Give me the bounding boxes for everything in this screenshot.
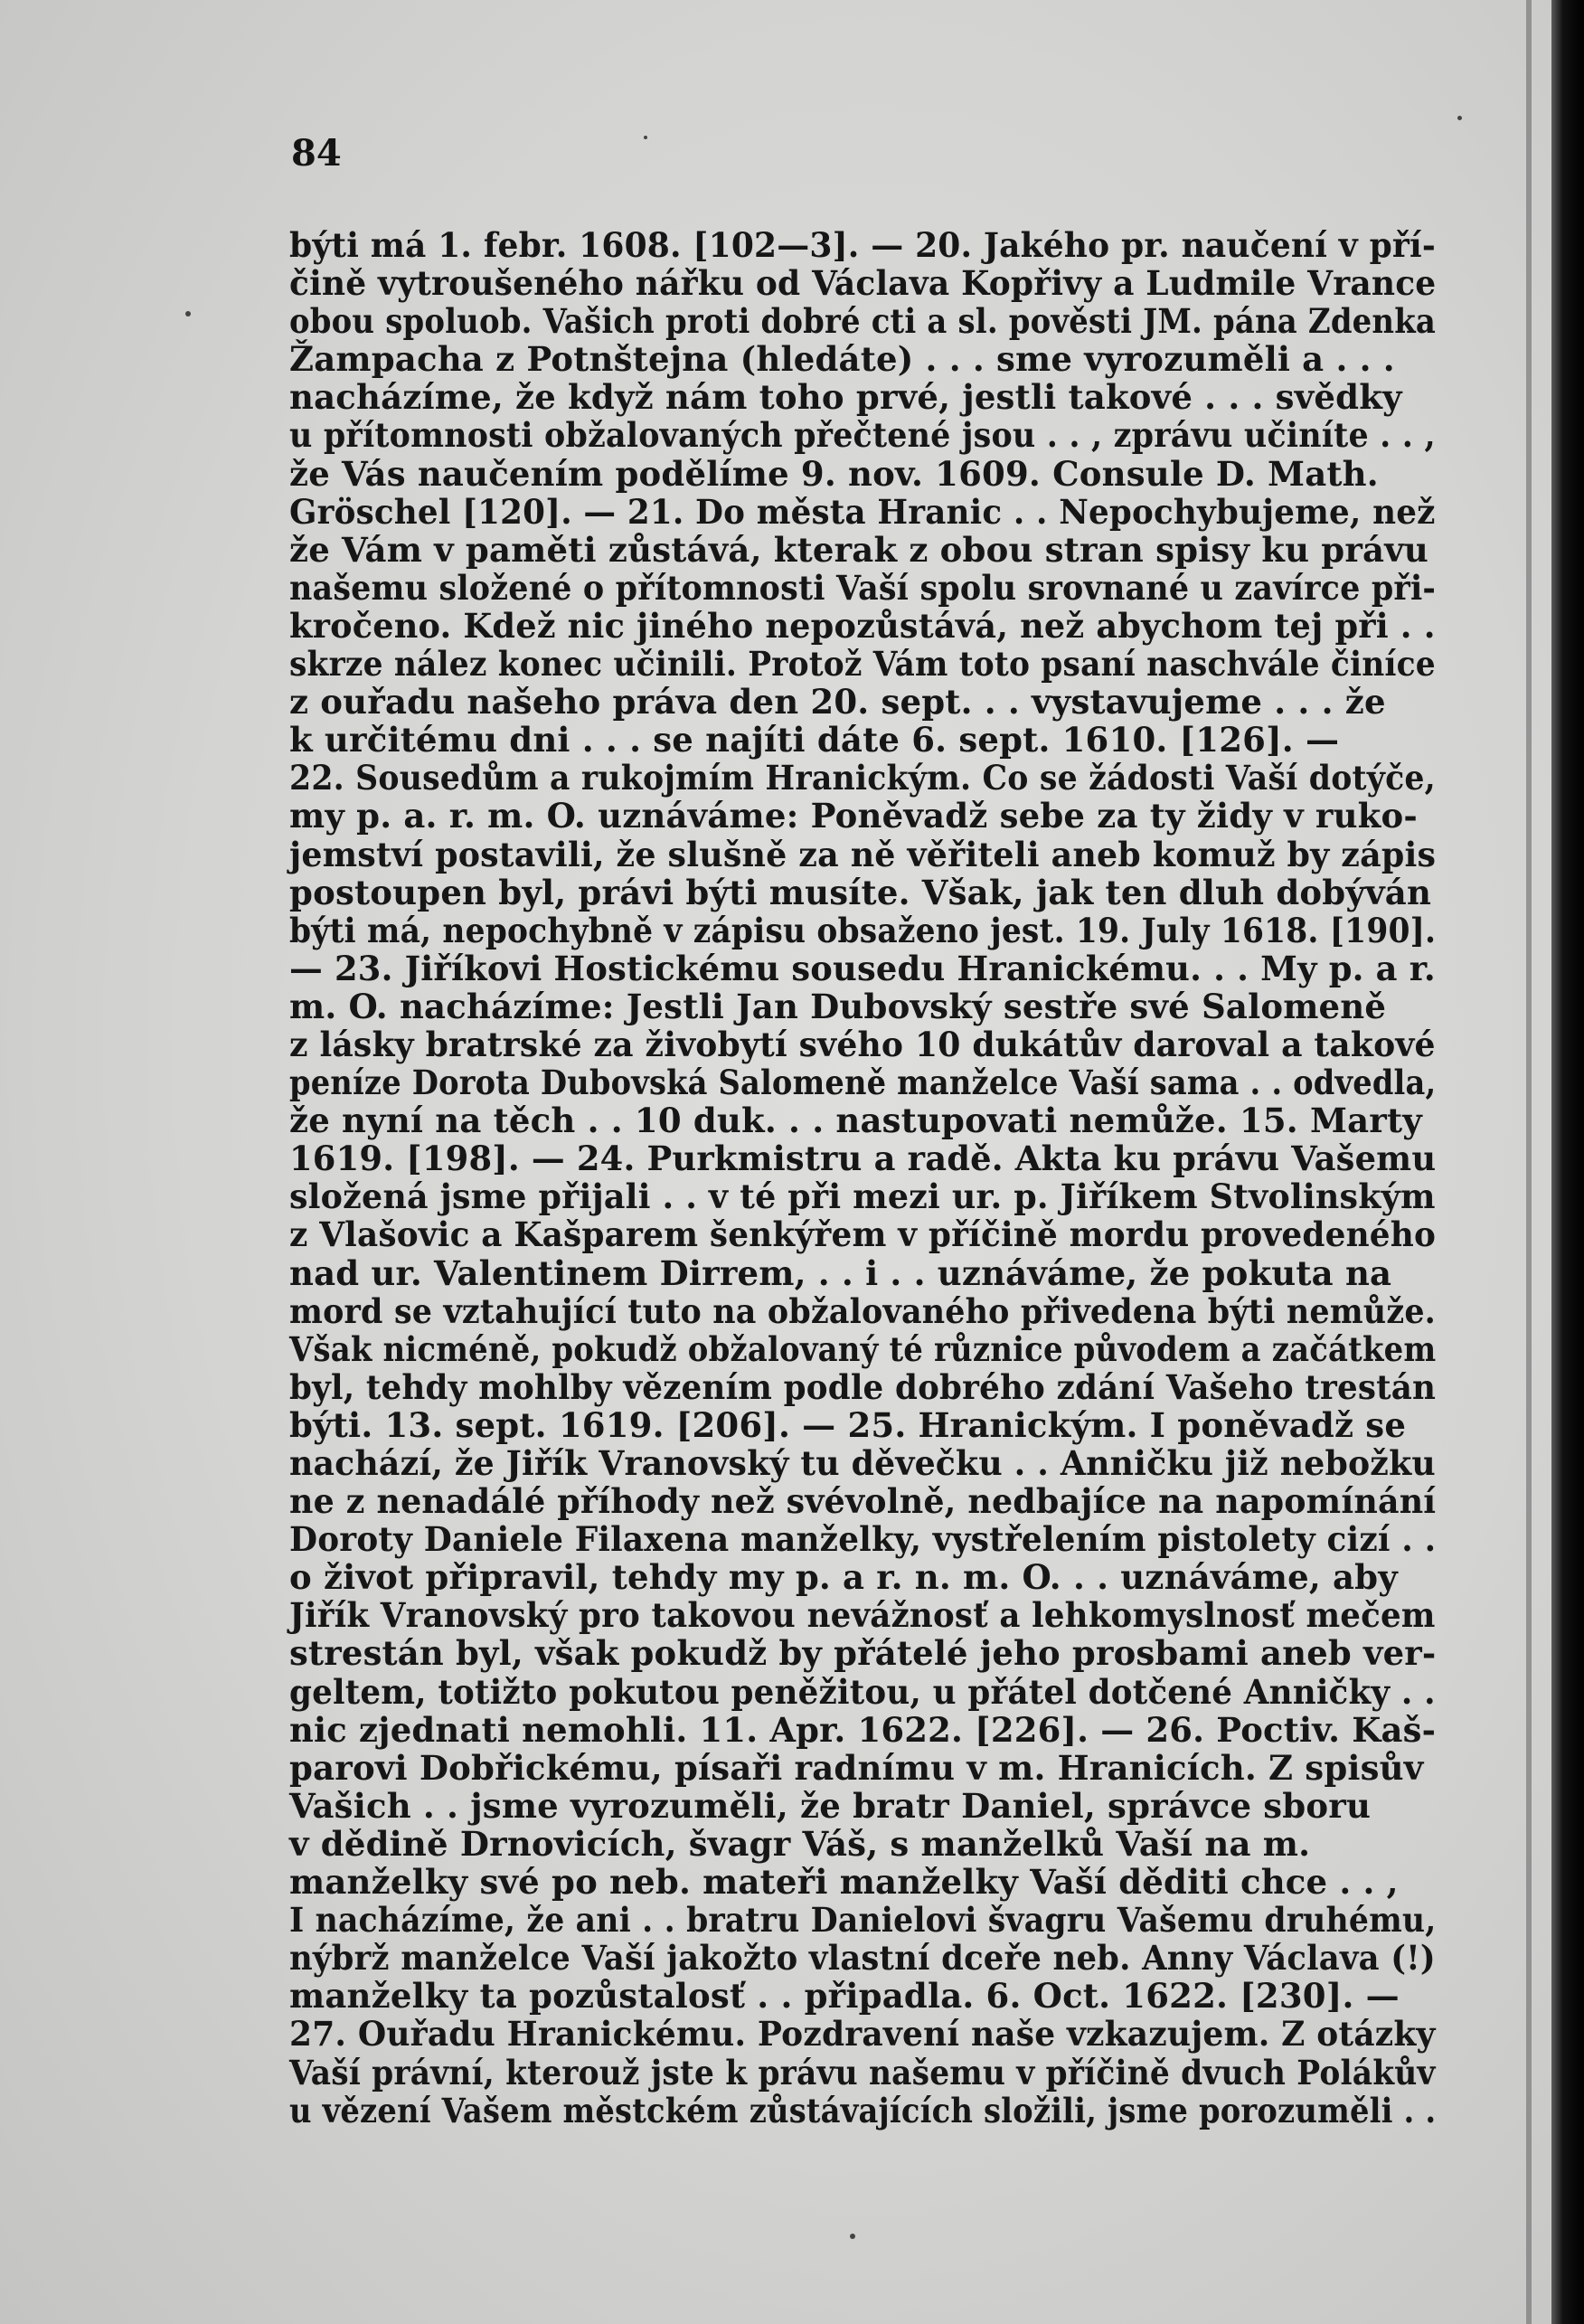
- text-line: manželky své po neb. mateři manželky Vaší děditi chce . . ,: [289, 1862, 1399, 1903]
- text-line: nacházíme, že když nám toho prvé, jestli takové . . . svědky: [289, 377, 1402, 418]
- text-line: nad ur. Valentinem Dirrem, . . i . . uznáváme, že pokuta na: [289, 1252, 1392, 1293]
- text-line: strestán byl, však pokudž by přátelé jeho prosbami aneb ver-: [289, 1633, 1437, 1674]
- book-spine-edge: [1551, 0, 1584, 2324]
- text-line: Vaší právní, kterouž jste k právu našemu v příčině dvuch Polákův: [289, 2052, 1436, 2093]
- text-line: my p. a. r. m. O. uznáváme: Poněvadž sebe za ty židy v ruko-: [289, 796, 1418, 836]
- text-line: byl, tehdy mohlby vězením podle dobrého zdání Vašeho trestán: [289, 1366, 1437, 1407]
- text-line: že Vám v paměti zůstává, kterak z obou stran spisy ku právu: [289, 529, 1428, 570]
- text-line: obou spoluob. Vašich proti dobré cti a sl. pověsti JM. pána Zdenka: [289, 301, 1437, 342]
- text-line: postoupen byl, právi býti musíte. Však, jak ten dluh dobýván: [289, 872, 1432, 912]
- text-line: manželky ta pozůstalosť . . připadla. 6. Oct. 1622. [230]. —: [289, 1976, 1400, 2017]
- text-line: parovi Dobřickému, písaři radnímu v m. Hranicích. Z spisův: [289, 1747, 1424, 1788]
- text-line: m. O. nacházíme: Jestli Jan Dubovský sestře své Salomeně: [289, 986, 1387, 1026]
- text-line: býti má, nepochybně v zápisu obsaženo jest. 19. July 1618. [190].: [289, 910, 1437, 950]
- ink-speck: [185, 311, 191, 316]
- text-line: že Vás naučením podělíme 9. nov. 1609. Consule D. Math.: [289, 453, 1379, 494]
- text-line: z Vlašovic a Kašparem šenkýřem v příčině mordu provedeného: [289, 1214, 1437, 1255]
- text-line: u vězení Vašem městckém zůstávajících složili, jsme porozuměli . .: [289, 2090, 1437, 2130]
- text-line: býti má 1. febr. 1608. [102—3]. — 20. Jakého pr. naučení v pří-: [289, 225, 1437, 265]
- text-line: skrze nález konec učinili. Protož Vám toto psaní naschvále činíce: [289, 644, 1436, 685]
- text-line: Vašich . . jsme vyrozuměli, že bratr Daniel, správce sboru: [289, 1785, 1372, 1826]
- text-line: 22. Sousedům a rukojmím Hranickým. Co se žádosti Vaší dotýče,: [289, 758, 1436, 798]
- text-line: Doroty Daniele Filaxena manželky, vystřelením pistolety cizí . .: [289, 1519, 1437, 1560]
- text-line: Gröschel [120]. — 21. Do města Hranic . . Nepochybujeme, než: [289, 491, 1436, 532]
- ink-speck: [850, 2234, 855, 2239]
- text-line: nýbrž manželce Vaší jakožto vlastní dceře neb. Anny Václava (!): [289, 1938, 1436, 1979]
- text-line: složená jsme přijali . . v té při mezi ur. p. Jiříkem Stvolinským: [289, 1176, 1436, 1217]
- text-line: kročeno. Kdež nic jiného nepozůstává, než abychom tej při . .: [289, 605, 1436, 646]
- text-line: u přítomnosti obžalovaných přečtené jsou . . , zprávu učiníte . . ,: [289, 415, 1436, 456]
- text-line: čině vytroušeného nářku od Václava Kopřivy a Ludmile Vrance: [289, 263, 1437, 304]
- text-line: mord se vztahující tuto na obžalovaného přivedena býti nemůže.: [289, 1290, 1437, 1331]
- text-line: z ouřadu našeho práva den 20. sept. . . vystavujeme . . . že: [289, 682, 1386, 723]
- text-line: našemu složené o přítomnosti Vaší spolu srovnané u zavírce při-: [289, 567, 1437, 608]
- text-line: I nacházíme, že ani . . bratru Danielovi švagru Vašemu druhému,: [289, 1900, 1437, 1941]
- body-text: [289, 226, 1436, 2130]
- page-edge-shadow: [1526, 0, 1532, 2324]
- text-line: 1619. [198]. — 24. Purkmistru a radě. Akta ku právu Vašemu: [289, 1138, 1437, 1179]
- text-line: 27. Ouřadu Hranickému. Pozdravení naše vzkazujem. Z otázky: [289, 2014, 1436, 2055]
- text-line: k určitému dni . . . se najíti dáte 6. sept. 1610. [126]. —: [289, 720, 1340, 760]
- text-line: ne z nenadálé příhody než svévolně, nedbajíce na napomínání: [289, 1481, 1437, 1522]
- ink-speck: [644, 136, 647, 139]
- text-line: Však nicméně, pokudž obžalovaný té různice původem a začátkem: [289, 1328, 1437, 1369]
- text-line: peníze Dorota Dubovská Salomeně manželce Vaší sama . . odvedla,: [289, 1063, 1437, 1103]
- ink-speck: [1457, 116, 1462, 120]
- page-number: 84: [291, 132, 342, 175]
- text-line: býti. 13. sept. 1619. [206]. — 25. Hranickým. I poněvadž se: [289, 1404, 1407, 1445]
- text-line: jemství postavili, že slušně za ně věřiteli aneb komuž by zápis: [289, 834, 1437, 874]
- text-line: o život připravil, tehdy my p. a r. n. m. O. . . uznáváme, aby: [289, 1557, 1398, 1598]
- text-line: Žampacha z Potnštejna (hledáte) . . . sme vyrozuměli a . . .: [289, 339, 1395, 380]
- text-line: v dědině Drnovicích, švagr Váš, s manželků Vaší na m.: [289, 1823, 1311, 1864]
- text-line: z lásky bratrské za živobytí svého 10 dukátův daroval a takové: [289, 1024, 1436, 1064]
- text-line: geltem, totižto pokutou peněžitou, u přátel dotčené Anničky . .: [289, 1671, 1436, 1712]
- text-line: nic zjednati nemohli. 11. Apr. 1622. [226]. — 26. Poctiv. Kaš-: [289, 1709, 1437, 1750]
- text-line: nachází, že Jiřík Vranovský tu děvečku . . Anničku již nebožku: [289, 1443, 1436, 1483]
- text-line: — 23. Jiříkovi Hostickému sousedu Hranickému. . . My p. a r.: [289, 948, 1436, 988]
- text-line: Jiřík Vranovský pro takovou nevážnosť a lehkomyslnosť mečem: [289, 1595, 1436, 1636]
- text-line: že nyní na těch . . 10 duk. . . nastupovati nemůže. 15. Marty: [289, 1101, 1422, 1141]
